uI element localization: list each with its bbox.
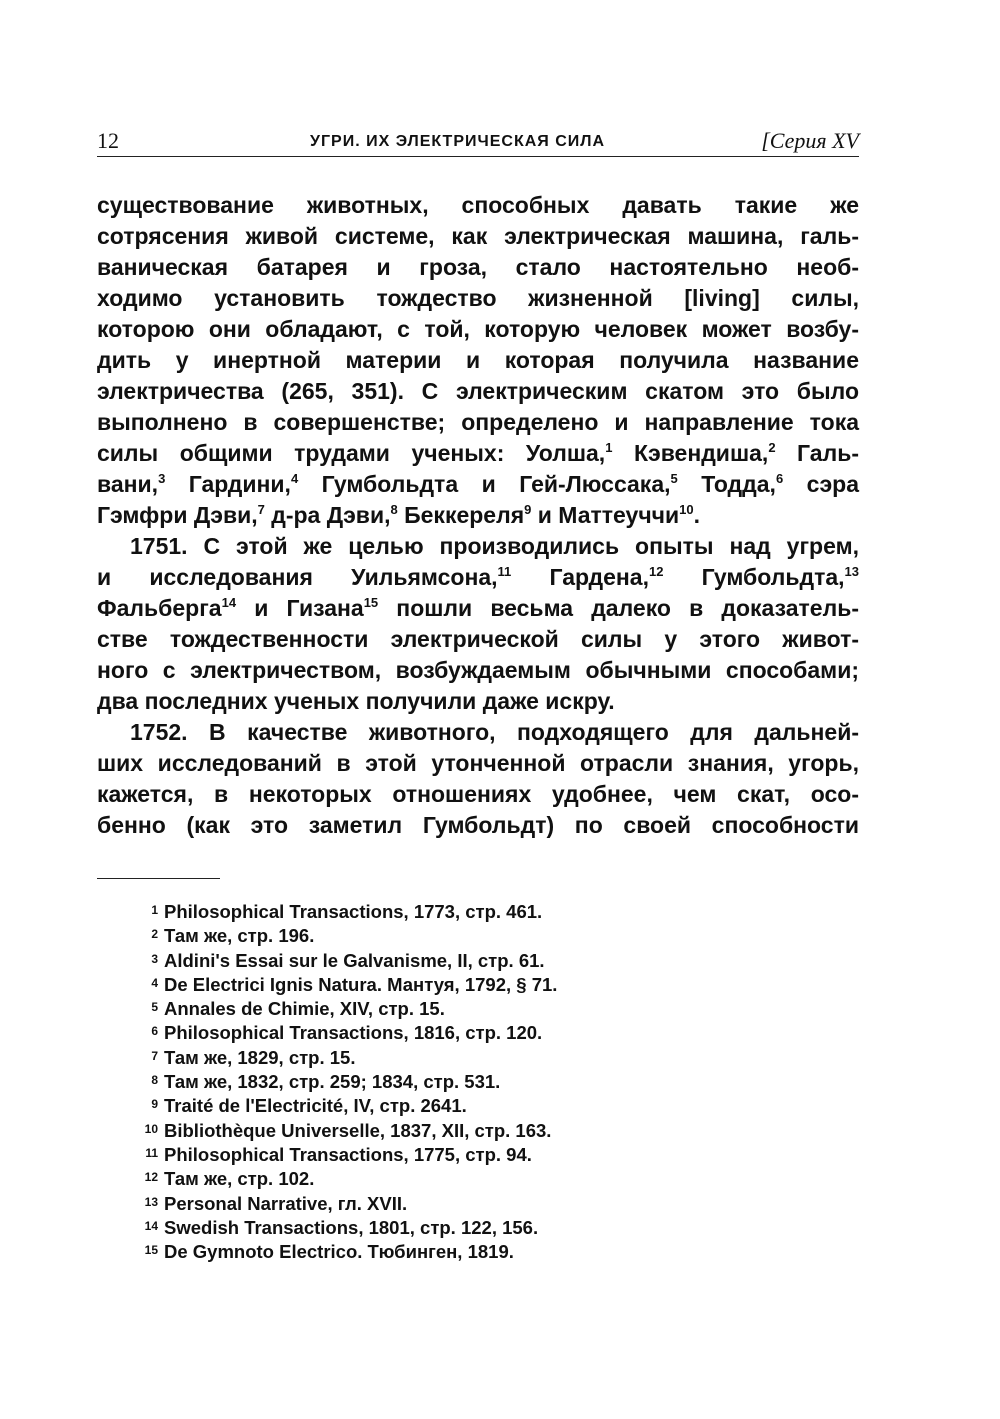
footnote-number: 4 xyxy=(151,975,158,990)
footnote xyxy=(120,1165,557,1189)
footnote-marker: 11 xyxy=(497,564,512,579)
footnote-separator xyxy=(97,878,220,879)
text-line xyxy=(97,376,859,407)
footnote xyxy=(120,1214,557,1238)
footnote-marker: 13 xyxy=(844,564,859,579)
series-label: [Серия XV xyxy=(761,128,859,153)
footnote-number: 3 xyxy=(151,951,158,966)
footnote-text: Annales de Chimie, XIV, стр. 15. xyxy=(164,998,445,1020)
page-number: 12 xyxy=(97,128,119,153)
text-line xyxy=(97,221,859,252)
text-segment: ходимо установить тождество жизненной [living] силы, xyxy=(97,285,859,311)
footnote-text: Traité de l'Electricité, IV, стр. 2641. xyxy=(164,1095,467,1117)
text-segment: Гардини, xyxy=(165,471,291,497)
footnote xyxy=(120,971,557,995)
text-segment: дить у инертной материи и которая получила название xyxy=(97,347,859,373)
footnote-number: 11 xyxy=(145,1145,158,1160)
text-line xyxy=(97,438,859,469)
text-line xyxy=(97,469,859,500)
text-segment: и Гизана xyxy=(236,595,364,621)
footnote-number: 14 xyxy=(144,1218,158,1233)
footnote-text: Там же, стр. 102. xyxy=(164,1168,315,1190)
footnote-marker: 2 xyxy=(768,440,776,455)
footnote-marker: 6 xyxy=(775,471,784,486)
text-segment: выполнено в совершенстве; определено и направление тока xyxy=(97,409,859,435)
text-segment: электричества (265, 351). С электрическим скатом это было xyxy=(97,378,859,404)
body-text xyxy=(97,190,859,841)
footnote-number: 1 xyxy=(151,903,158,917)
text-segment: д-ра Дэви, xyxy=(264,502,391,528)
text-line xyxy=(97,624,859,655)
text-segment: вани, xyxy=(97,471,159,497)
text-segment: Гэмфри Дэви, xyxy=(97,502,258,528)
text-segment: сэра xyxy=(783,471,860,497)
footnote xyxy=(120,995,557,1019)
running-header xyxy=(97,128,859,157)
footnote-text: Там же, стр. 196. xyxy=(164,925,315,947)
text-line xyxy=(97,779,859,810)
footnote-number: 7 xyxy=(151,1048,158,1063)
text-line xyxy=(97,500,859,531)
text-segment: кажется, в некоторых отношениях удобнее, чем скат, осо- xyxy=(97,781,859,807)
text-line xyxy=(97,562,859,593)
text-line xyxy=(97,190,859,221)
text-segment: силы общими трудами ученых: Уолша, xyxy=(97,440,606,466)
footnote-number: 2 xyxy=(151,927,158,942)
text-segment: 1751. С этой же целью производились опыты над угрем, xyxy=(130,533,859,559)
text-segment: ших исследований в этой утонченной отрасли знания, угорь, xyxy=(97,750,859,776)
text-segment: и Маттеуччи xyxy=(531,502,680,528)
text-segment: сотрясения живой системе, как электрическая машина, галь- xyxy=(97,223,859,249)
footnote-text: Philosophical Transactions, 1773, стр. 461. xyxy=(164,901,543,922)
text-line xyxy=(97,531,859,562)
footnote-number: 15 xyxy=(144,1243,158,1258)
footnote-marker: 5 xyxy=(670,471,678,486)
footnote-text: Personal Narrative, гл. XVII. xyxy=(164,1192,408,1214)
footnote-marker: 10 xyxy=(679,502,694,517)
footnote-text: Bibliothèque Universelle, 1837, XII, стр. 163. xyxy=(164,1119,552,1141)
footnote xyxy=(120,1117,557,1141)
footnote-text: Philosophical Transactions, 1816, стр. 120. xyxy=(164,1022,543,1044)
text-segment: 1752. В качестве животного, подходящего для дальней- xyxy=(130,719,859,745)
running-title: УГРИ. ИХ ЭЛЕКТРИЧЕСКАЯ СИЛА xyxy=(310,133,606,150)
footnotes xyxy=(120,898,557,1262)
footnote-number: 6 xyxy=(151,1024,158,1039)
footnote-marker: 14 xyxy=(221,595,237,610)
text-line xyxy=(97,314,859,345)
footnote-marker: 4 xyxy=(290,471,299,486)
footnote xyxy=(120,1019,557,1043)
footnote-marker: 1 xyxy=(605,440,613,455)
text-segment: стве тождественности электрической силы у этого живот- xyxy=(97,626,859,652)
footnote-marker: 9 xyxy=(524,502,532,517)
footnote-number: 13 xyxy=(144,1194,158,1209)
text-line xyxy=(97,407,859,438)
footnote-number: 10 xyxy=(144,1121,158,1136)
footnote-text: Philosophical Transactions, 1775, стр. 94. xyxy=(164,1143,532,1165)
footnote-text: Swedish Transactions, 1801, стр. 122, 156. xyxy=(164,1216,539,1238)
text-line xyxy=(97,717,859,748)
footnote-marker: 15 xyxy=(363,595,379,610)
footnote xyxy=(120,898,557,922)
text-segment: два последних ученых получили даже искру. xyxy=(97,688,615,714)
footnote-text: Aldini's Essai sur le Galvanisme, II, стр. 61. xyxy=(164,949,545,971)
footnote xyxy=(120,1068,557,1092)
footnote-text: De Gymnoto Electrico. Тюбинген, 1819. xyxy=(164,1241,514,1263)
footnote-marker: 3 xyxy=(158,471,166,486)
footnote xyxy=(120,1092,557,1116)
footnote-text: Там же, 1829, стр. 15. xyxy=(164,1046,356,1068)
footnote-marker: 8 xyxy=(390,502,398,517)
footnote xyxy=(120,947,557,971)
footnote xyxy=(120,1238,557,1262)
footnote-marker: 7 xyxy=(257,502,265,517)
text-line xyxy=(97,686,859,717)
text-segment: Фальберга xyxy=(97,595,222,621)
text-line xyxy=(97,252,859,283)
text-segment: Галь- xyxy=(775,440,859,466)
footnote-number: 12 xyxy=(144,1170,158,1185)
footnote-text: De Electrici Ignis Natura. Мантуя, 1792, § 71. xyxy=(164,973,558,995)
text-segment: и исследования Уильямсона, xyxy=(97,564,498,590)
text-segment: которою они обладают, с той, которую человек может возбу- xyxy=(97,316,859,342)
text-segment: ного с электричеством, возбуждаемым обычными способами; xyxy=(97,657,859,683)
text-segment: ваническая батарея и гроза, стало настоятельно необ- xyxy=(97,254,859,280)
footnote xyxy=(120,1141,557,1165)
footnote xyxy=(120,1190,557,1214)
text-segment: бенно (как это заметил Гумбольдт) по своей способности xyxy=(97,812,859,838)
footnote-marker: 12 xyxy=(648,564,664,579)
text-segment: Гумбольдта и Гей-Люссака, xyxy=(298,471,671,497)
text-segment: Беккереля xyxy=(397,502,525,528)
footnote-number: 9 xyxy=(151,1097,158,1112)
text-segment: . xyxy=(693,502,701,528)
text-line xyxy=(97,283,859,314)
text-segment: Гумбольдта, xyxy=(663,564,845,590)
text-line xyxy=(97,748,859,779)
footnote xyxy=(120,922,557,946)
footnote xyxy=(120,1044,557,1068)
text-line xyxy=(97,345,859,376)
text-line xyxy=(97,655,859,686)
text-line xyxy=(97,593,859,624)
text-segment: Кэвендиша, xyxy=(612,440,769,466)
text-segment: Тодда, xyxy=(677,471,776,497)
footnote-number: 5 xyxy=(151,1000,158,1015)
footnote-text: Там же, 1832, стр. 259; 1834, стр. 531. xyxy=(164,1071,501,1093)
text-segment: Гардена, xyxy=(511,564,649,590)
footnote-number: 8 xyxy=(151,1073,158,1088)
text-segment: пошли весьма далеко в доказатель- xyxy=(378,595,859,621)
text-segment: существование животных, способных давать такие же xyxy=(97,192,859,218)
text-line xyxy=(97,810,859,841)
